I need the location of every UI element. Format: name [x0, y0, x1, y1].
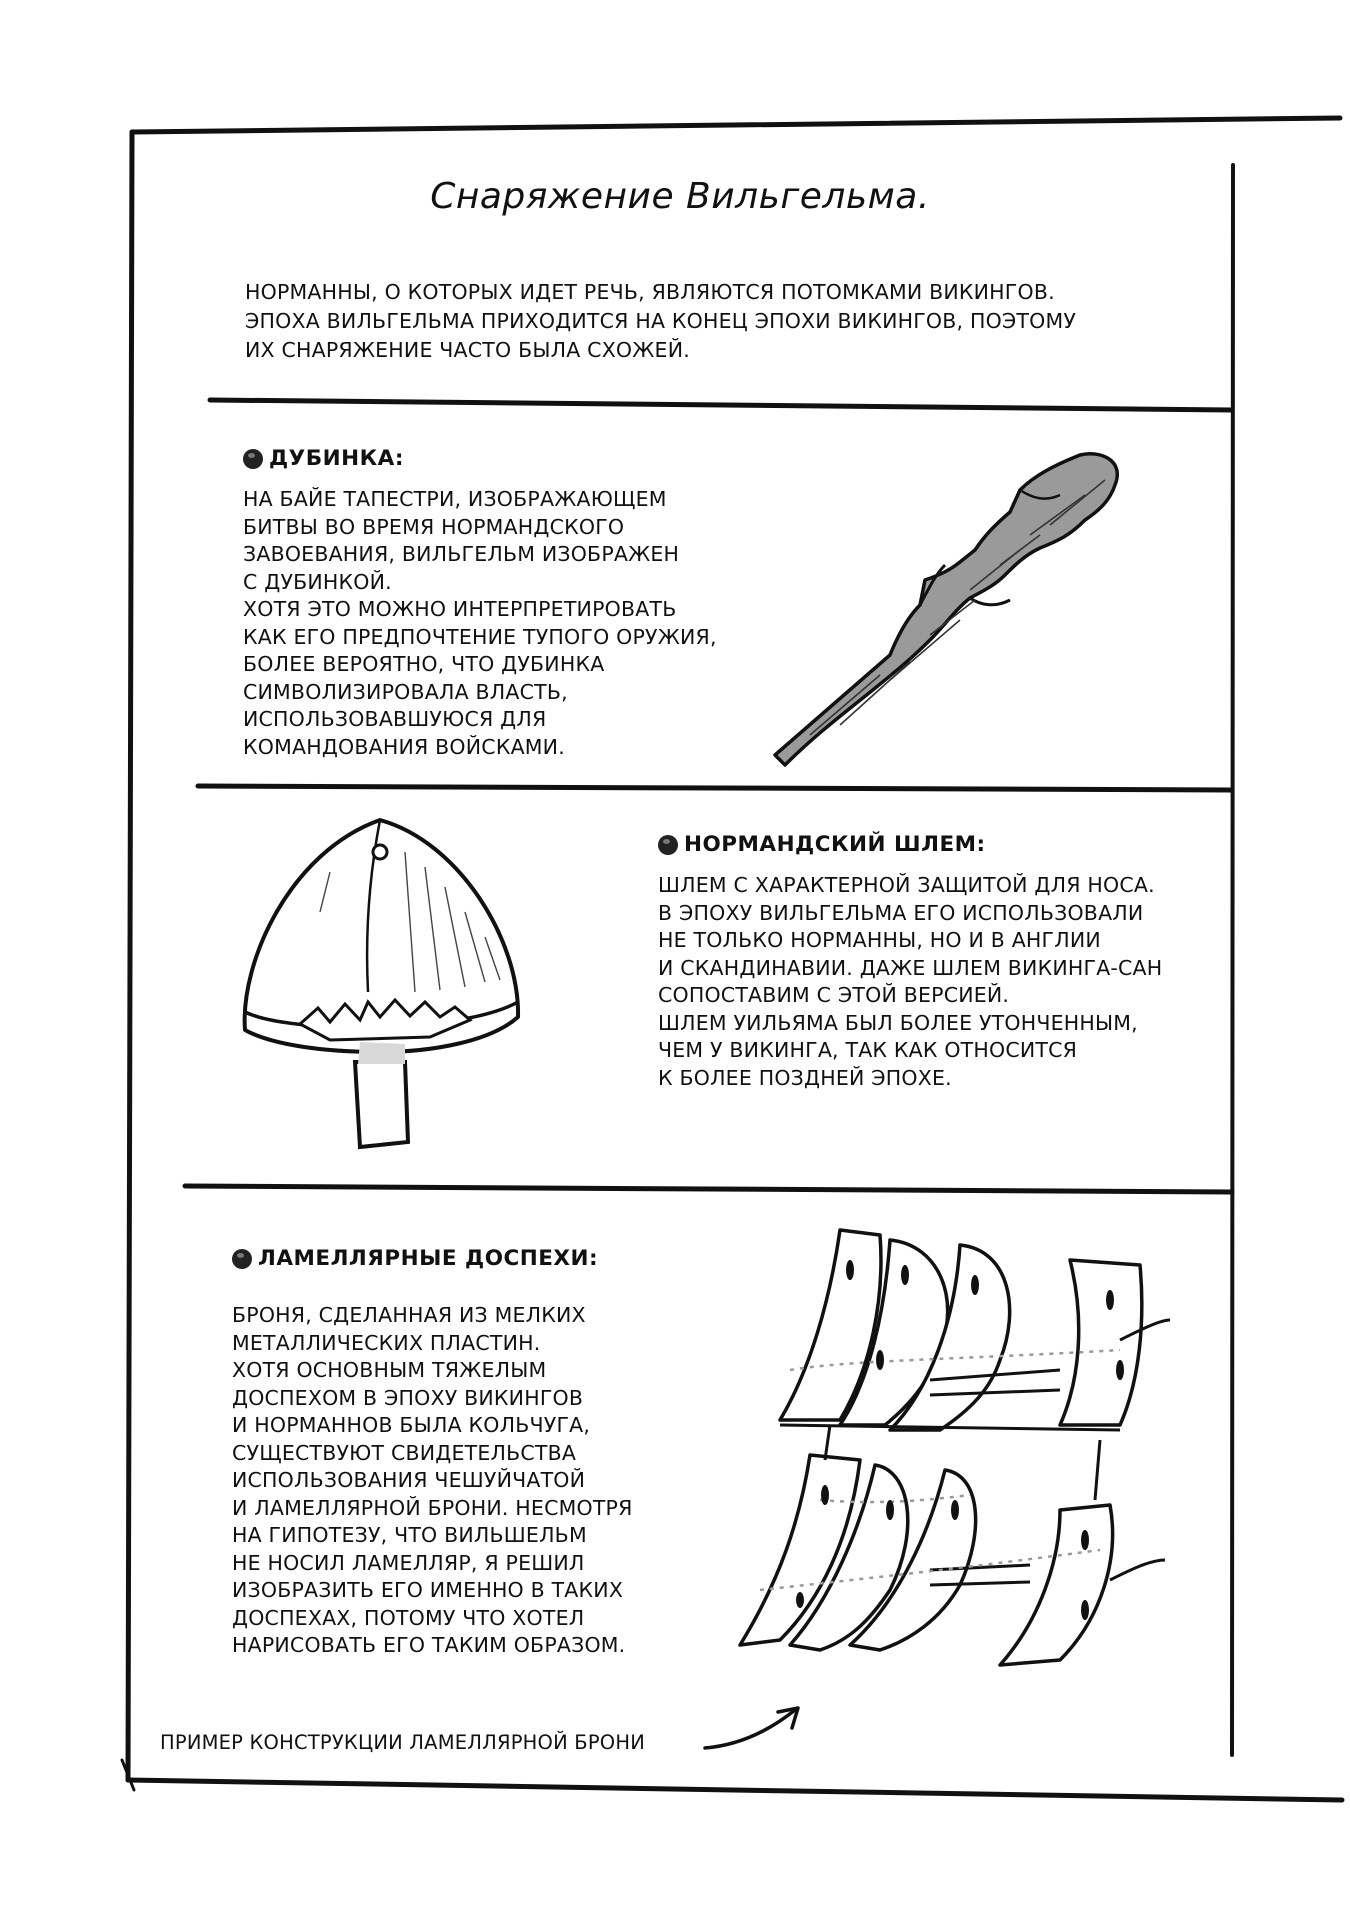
club-text: НА БАЙЕ ТАПЕСТРИ, ИЗОБРАЖАЮЩЕМ БИТВЫ ВО ВРЕМЯ НОРМАНДСКОГО ЗАВОЕВАНИЯ, ВИЛЬГЕЛЬМ ИЗОБРАЖЕН С ДУБИНКОЙ. ХОТЯ ЭТО МОЖНО ИНТЕРПРЕТИРОВАТЬ КАК ЕГО ПРЕДПОЧТЕНИЕ ТУПОГО ОРУЖИЯ, БОЛЕЕ ВЕРОЯТНО, ЧТО ДУБИНКА СИМВОЛИЗИРОВАЛА ВЛАСТЬ, ИСПОЛЬЗОВАВШУЮСЯ ДЛЯ КОМАНДОВАНИЯ ВОЙСКАМИ.	[243, 487, 717, 759]
lamellar-text: БРОНЯ, СДЕЛАННАЯ ИЗ МЕЛКИХ МЕТАЛЛИЧЕСКИХ ПЛАСТИН. ХОТЯ ОСНОВНЫМ ТЯЖЕЛЫМ ДОСПЕХОМ В ЭПОХУ ВИКИНГОВ И НОРМАННОВ БЫЛА КОЛЬЧУГА, СУЩЕСТВУЮТ СВИДЕТЕЛЬСТВА ИСПОЛЬЗОВАНИЯ ЧЕШУЙЧАТОЙ И ЛАМЕЛЛЯРНОЙ БРОНИ. НЕСМОТРЯ НА ГИПОТЕЗУ, ЧТО ВИЛЬШЕЛЬМ НЕ НОСИЛ ЛАМЕЛЛЯР, Я РЕШИЛ ИЗОБРАЗИТЬ ЕГО ИМЕННО В ТАКИХ ДОСПЕХАХ, ПОТОМУ ЧТО ХОТЕЛ НАРИСОВАТЬ ЕГО ТАКИМ ОБРАЗОМ.	[232, 1303, 633, 1657]
helmet-icon	[230, 812, 530, 1152]
club-heading-label: ДУБИНКА:	[269, 446, 404, 471]
club-heading	[243, 446, 404, 471]
club-icon	[770, 440, 1130, 780]
diagram-caption: ПРИМЕР КОНСТРУКЦИИ ЛАМЕЛЛЯРНОЙ БРОНИ	[160, 1731, 646, 1754]
bullet-icon	[658, 835, 678, 855]
bullet-icon	[232, 1249, 252, 1269]
lamellar-heading-label: ЛАМЕЛЛЯРНЫЕ ДОСПЕХИ:	[258, 1246, 599, 1271]
helmet-heading	[658, 832, 986, 857]
page-title: Снаряжение Вильгельма.	[430, 176, 930, 217]
intro-text: НОРМАННЫ, О КОТОРЫХ ИДЕТ РЕЧЬ, ЯВЛЯЮТСЯ ПОТОМКАМИ ВИКИНГОВ. ЭПОХА ВИЛЬГЕЛЬМА ПРИХОДИТСЯ НА КОНЕЦ ЭПОХИ ВИКИНГОВ, ПОЭТОМУ ИХ СНАРЯЖЕНИЕ ЧАСТО БЫЛА СХОЖЕЙ.	[245, 280, 1077, 362]
helmet-text: ШЛЕМ С ХАРАКТЕРНОЙ ЗАЩИТОЙ ДЛЯ НОСА. В ЭПОХУ ВИЛЬГЕЛЬМА ЕГО ИСПОЛЬЗОВАЛИ НЕ ТОЛЬКО НОРМАННЫ, НО И В АНГЛИИ И СКАНДИНАВИИ. ДАЖЕ ШЛЕМ ВИКИНГА-САН СОПОСТАВИМ С ЭТОЙ ВЕРСИЕЙ. ШЛЕМ УИЛЬЯМА БЫЛ БОЛЕЕ УТОНЧЕННЫМ, ЧЕМ У ВИКИНГА, ТАК КАК ОТНОСИТСЯ К БОЛЕЕ ПОЗДНЕЙ ЭПОХЕ.	[658, 873, 1163, 1090]
caption-arrow-icon	[700, 1700, 810, 1760]
helmet-heading-label: НОРМАНДСКИЙ ШЛЕМ:	[684, 832, 986, 857]
bullet-icon	[243, 449, 263, 469]
lamellar-armor-icon	[700, 1220, 1170, 1710]
lamellar-heading	[232, 1246, 598, 1271]
